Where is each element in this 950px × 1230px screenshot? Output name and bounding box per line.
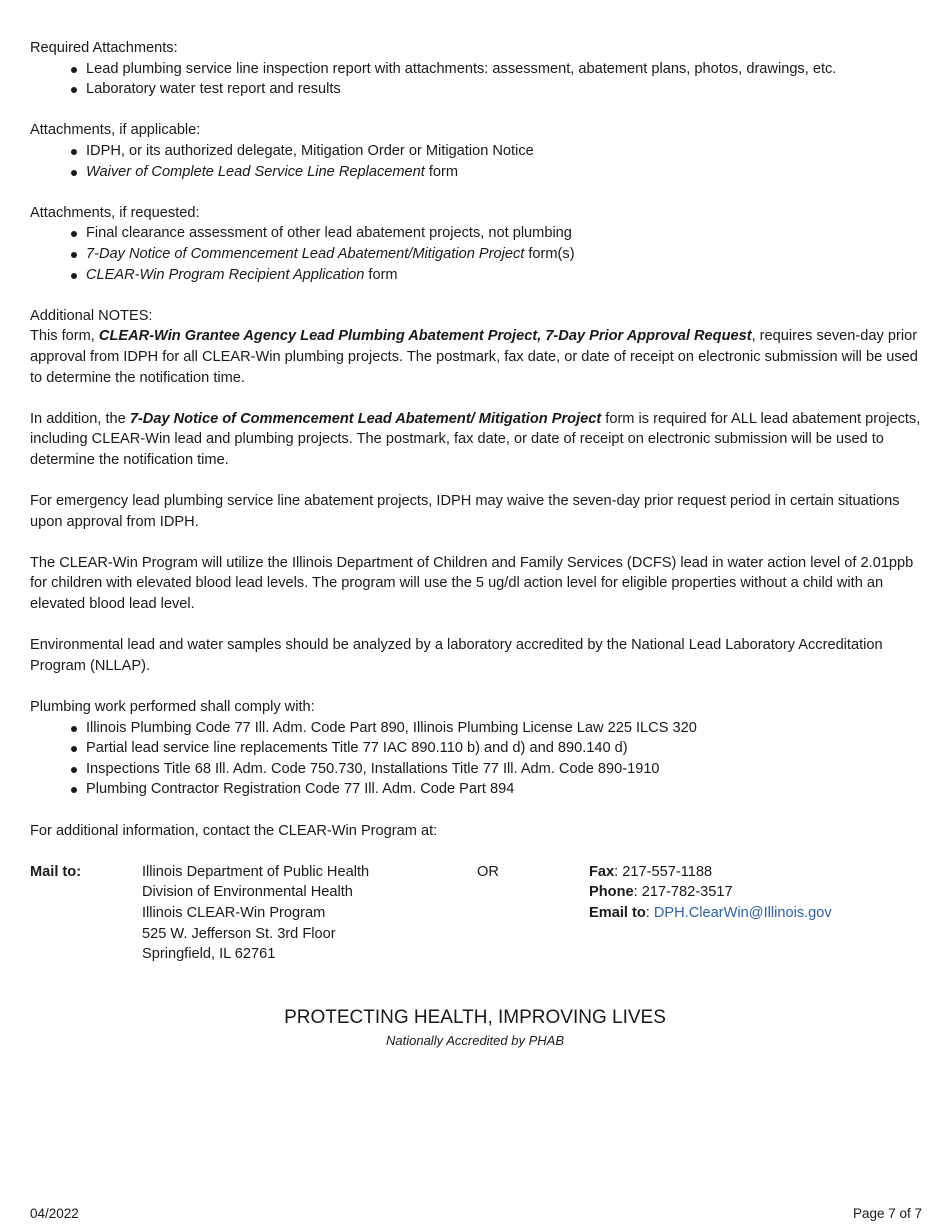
list-item: Illinois Plumbing Code 77 Ill. Adm. Code Part 890, Illinois Plumbing License Law 225 ILCS 320 [30,718,922,739]
email-line: Email to: DPH.ClearWin@Illinois.gov [589,904,832,921]
required-attachments-heading: Required Attachments: [30,40,178,56]
contact-details [589,862,922,965]
list-item: Laboratory water test report and results [30,79,922,100]
notes-paragraph-commencement: In addition, the 7-Day Notice of Commencement Lead Abatement/ Mitigation Project form is required for ALL lead abatement projects, including CLEAR-Win lead and plumbing projects. The postmark, fax date, or date of receipt on electronic submission will be used to determine the notification time. [30,410,921,468]
list-item: IDPH, or its authorized delegate, Mitigation Order or Mitigation Notice [30,141,922,162]
list-item: Final clearance assessment of other lead abatement projects, not plumbing [30,223,922,244]
footer-tagline: PROTECTING HEALTH, IMPROVING LIVES [284,1007,666,1028]
page-number: Page 7 of 7 [852,1206,922,1221]
notes-paragraph-laboratory: Environmental lead and water samples should be analyzed by a laboratory accredited by the National Lead Laboratory Accreditation Program (NLLAP). [30,637,883,674]
contact-intro: For additional information, contact the CLEAR-Win Program at: [30,822,438,839]
footer-accreditation: Nationally Accredited by PHAB [386,1033,564,1048]
phone-line: Phone: 217-782-3517 [589,884,733,901]
form-name: 7-Day Notice of Commencement Lead Abatement/ Mitigation Project [129,410,602,427]
notes-paragraph-prior-approval: This form, CLEAR-Win Grantee Agency Lead Plumbing Abatement Project, 7-Day Prior Approval Request, requires seven-day prior approval from IDPH for all CLEAR-Win plumbing projects. The postmark, fax date, or date of receipt on electronic submission will be used to determine the notification time. [30,328,918,386]
list-item: Inspections Title 68 Ill. Adm. Code 750.730, Installations Title 77 Ill. Adm. Code 890-1910 [30,759,922,780]
form-name: CLEAR-Win Program Recipient Application [86,266,365,283]
email-link[interactable]: DPH.ClearWin@Illinois.gov [653,904,832,921]
list-item: 7-Day Notice of Commencement Lead Abatement/Mitigation Project form(s) [30,244,922,265]
contact-block [30,862,922,965]
list-item: Lead plumbing service line inspection report with attachments: assessment, abatement plans, photos, drawings, etc. [30,59,922,80]
plumbing-heading: Plumbing work performed shall comply with: [30,699,315,715]
form-name: CLEAR-Win Grantee Agency Lead Plumbing Abatement Project, 7-Day Prior Approval Request [98,328,752,345]
plumbing-codes-list [30,718,922,800]
list-item: Plumbing Contractor Registration Code 77 Ill. Adm. Code Part 894 [30,779,922,800]
list-item: Partial lead service line replacements Title 77 IAC 890.110 b) and d) and 890.140 d) [30,738,922,759]
requested-attachments-heading: Attachments, if requested: [30,204,200,221]
notes-paragraph-action-level: The CLEAR-Win Program will utilize the Illinois Department of Children and Family Services (DCFS) lead in water action level of 2.01ppb for children with elevated blood lead levels. The program will use the 5 ug/dl action level for eligible properties without a child with an elevated blood lead level. [30,554,914,613]
notes-paragraph-emergency: For emergency lead plumbing service line abatement projects, IDPH may waive the seven-day prior request period in certain situations upon approval from IDPH. [30,493,900,530]
required-attachments-list [30,59,922,100]
form-name: Waiver of Complete Lead Service Line Replacement [86,163,425,180]
mail-label: Mail to: [30,863,82,880]
list-item: CLEAR-Win Program Recipient Application form [30,265,922,286]
list-item: Waiver of Complete Lead Service Line Replacement form [30,162,922,183]
or-separator: OR [477,863,499,880]
fax-line: Fax: 217-557-1188 [589,863,713,880]
document-body [30,38,922,965]
footer-date: 04/2022 [30,1206,79,1221]
mailing-address: Illinois Department of Public Health Division of Environmental Health Illinois CLEAR-Win Program 525 W. Jefferson St. 3rd Floor Springfield, IL 62761 [142,863,370,963]
form-name: 7-Day Notice of Commencement Lead Abatement/Mitigation Project [86,245,525,262]
applicable-attachments-heading: Attachments, if applicable: [30,122,201,139]
requested-attachments-list [30,223,922,285]
applicable-attachments-list [30,141,922,182]
notes-heading: Additional NOTES: [30,307,153,324]
